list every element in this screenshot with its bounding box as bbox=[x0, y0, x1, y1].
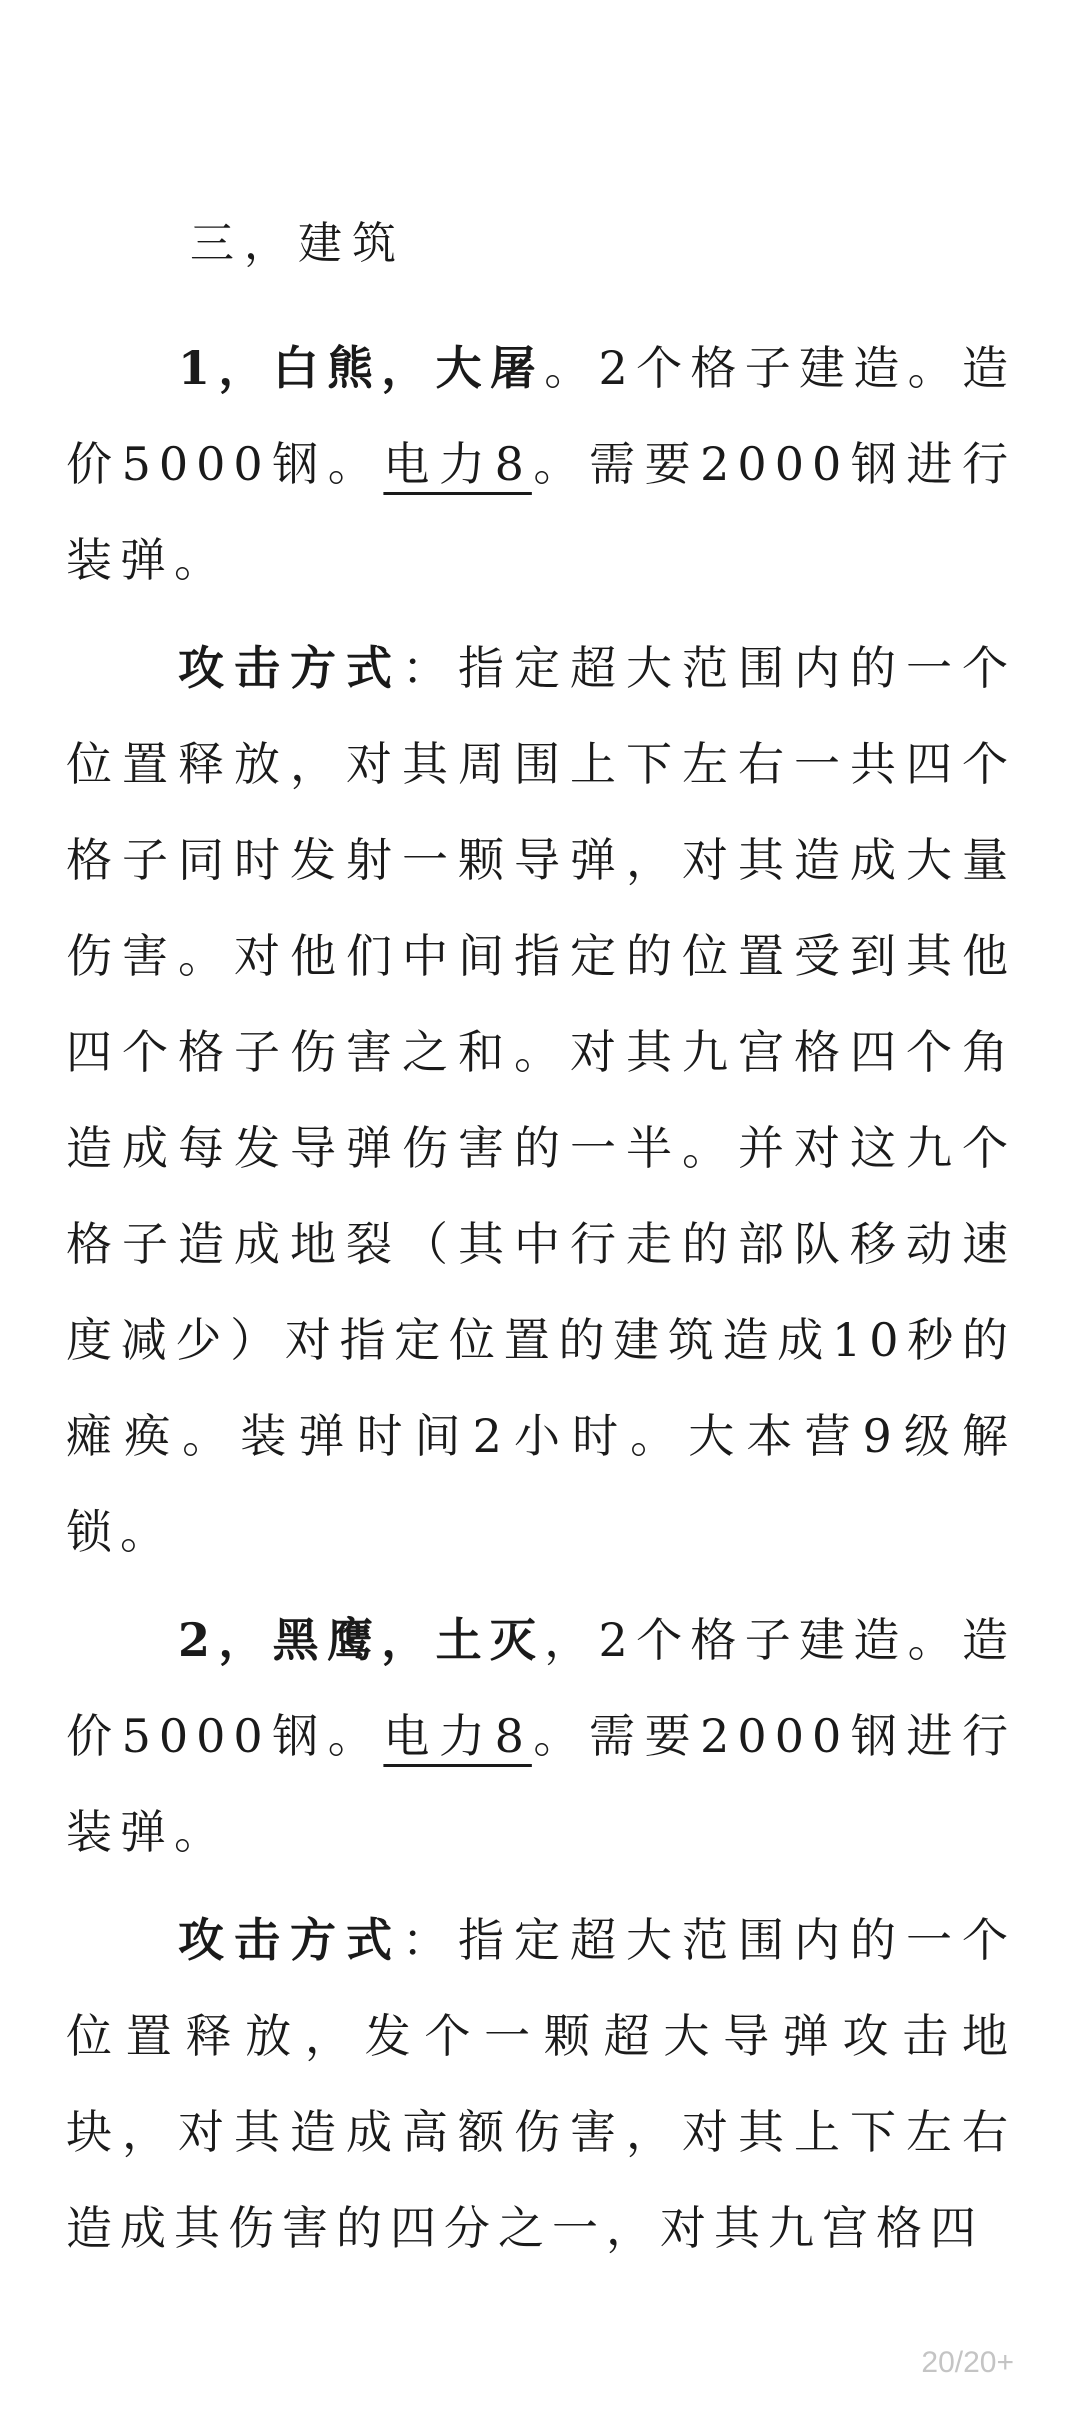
item-2-description bbox=[66, 1592, 1016, 1880]
page-indicator: 20/20+ bbox=[921, 2346, 1014, 2379]
item-1-attack bbox=[66, 620, 1016, 1580]
item-2-cost: ，2个格子建造。造价5000钢。 bbox=[66, 1613, 1016, 1763]
item-2-reload: 。需要2000钢进行装弹。 bbox=[66, 1709, 1016, 1859]
item-2-attack bbox=[66, 1892, 1016, 2276]
item-1-description bbox=[66, 320, 1016, 608]
item-2-attack-text: ：指定超大范围内的一个位置释放，发个一颗超大导弹攻击地块，对其造成高额伤害，对其上下左右造成其伤害的四分之一，对其九宫格四 bbox=[66, 1913, 1016, 2255]
item-1-heading: 1，白熊，大屠 bbox=[178, 341, 545, 395]
item-1-power: 电力8 bbox=[383, 437, 532, 491]
item-1-cost: 。2个格子建造。造价5000钢。 bbox=[66, 341, 1016, 491]
item-1-reload: 。需要2000钢进行装弹。 bbox=[66, 437, 1016, 587]
item-1-attack-label: 攻击方式 bbox=[178, 641, 402, 695]
item-2-attack-label: 攻击方式 bbox=[178, 1913, 402, 1967]
document-body bbox=[66, 196, 1016, 2288]
item-2-heading: 2，黑鹰，土灭 bbox=[178, 1613, 545, 1667]
item-1-attack-text: ：指定超大范围内的一个位置释放，对其周围上下左右一共四个格子同时发射一颗导弹，对其造成大量伤害。对他们中间指定的位置受到其他四个格子伤害之和。对其九宫格四个角造成每发导弹伤害的一半。并对这九个格子造成地裂（其中行走的部队移动速度减少）对指定位置的建筑造成10秒的瘫痪。装弹时间2小时。大本营9级解锁。 bbox=[66, 641, 1016, 1559]
item-2-power: 电力8 bbox=[383, 1709, 532, 1763]
section-title: 三，建筑 bbox=[190, 218, 406, 269]
